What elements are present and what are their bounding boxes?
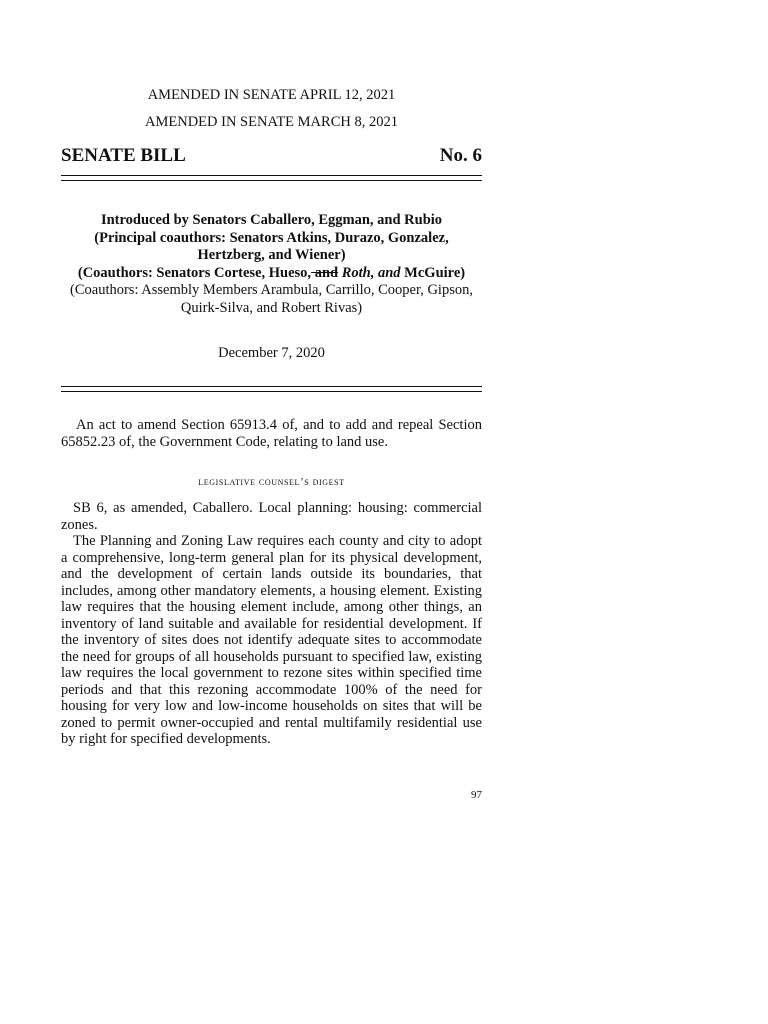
digest-heading: legislative counsel’s digest	[198, 476, 345, 488]
amended-line-1: AMENDED IN SENATE APRIL 12, 2021	[147, 87, 396, 103]
introduced-date: December 7, 2020	[218, 345, 325, 361]
struck-text: and	[311, 264, 339, 281]
amended-line-2: AMENDED IN SENATE MARCH 8, 2021	[145, 114, 398, 130]
digest-paragraph: The Planning and Zoning Law requires each county and city to adopt a comprehensive, long-term general plan for its physical development, and the development of certain lands outside its boundaries, that includes, among other mandatory elements, a housing element. Existing law requires that the housing element include, among other things, an inventory of land suitable and available for residential development. If the inventory of sites does not identify adequate sites to accommodate the need for groups of all households pursuant to specified law, existing law requires the local government to rezone sites within specified time periods and that this rezoning accommodate 100% of the need for housing for very low and low-income households on sites that will be zoned to permit owner-occupied and rental multifamily residential use by right for specified developments.	[61, 533, 482, 747]
assembly-coauthors: (Coauthors: Assembly Members Arambula, Carrillo, Cooper, Gipson, Quirk-Silva, and Robert Rivas)	[70, 282, 473, 316]
act-title: An act to amend Section 65913.4 of, and to add and repeal Section 65852.23 of, the Government Code, relating to land use.	[61, 417, 482, 450]
introduced-line: Introduced by Senators Caballero, Eggman, and Rubio	[100, 212, 443, 228]
digest-body	[61, 500, 482, 748]
senate-coauthors-prefix: (Coauthors: Senators Cortese, Hueso,	[77, 264, 312, 281]
section-rule	[61, 386, 482, 392]
header-rule	[61, 175, 482, 181]
introduced-by-block	[61, 212, 482, 317]
bill-number: No. 6	[439, 145, 482, 166]
bill-type: SENATE BILL	[61, 145, 186, 166]
senate-coauthors	[61, 265, 482, 283]
principal-coauthors: (Principal coauthors: Senators Atkins, Durazo, Gonzalez, Hertzberg, and Wiener)	[94, 229, 449, 263]
senate-coauthors-suffix: McGuire)	[400, 264, 466, 281]
inserted-text: Roth, and	[338, 264, 401, 281]
page-number: 97	[471, 789, 482, 801]
digest-summary: SB 6, as amended, Caballero. Local planning: housing: commercial zones.	[61, 500, 482, 533]
